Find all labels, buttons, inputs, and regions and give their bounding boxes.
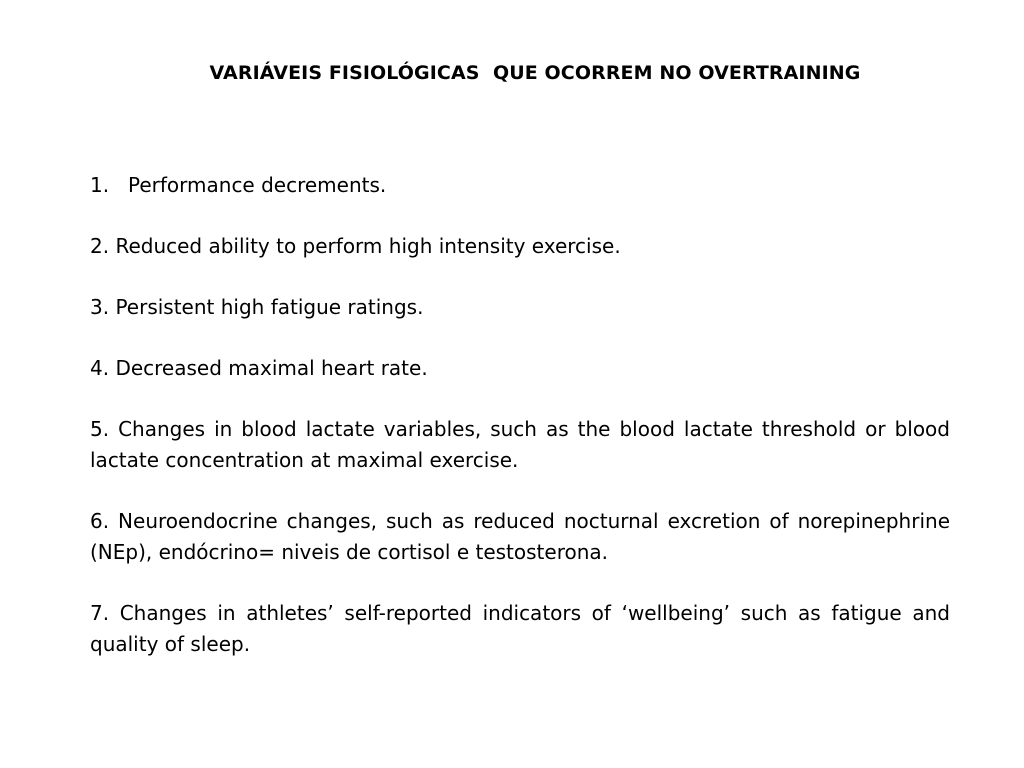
list-item <box>90 170 950 201</box>
list-item: 4. Decreased maximal heart rate. <box>90 356 428 380</box>
list-item-number: 1. <box>90 173 110 197</box>
list-item: 3. Persistent high fatigue ratings. <box>90 295 424 319</box>
list-item: 6. Neuroendocrine changes, such as reduced nocturnal excretion of norepinephrine (NEp), endócrino= niveis de cortisol e testosterona. <box>90 509 950 564</box>
variables-list <box>90 170 950 690</box>
list-item-text: Performance decrements. <box>128 173 387 197</box>
list-item: 7. Changes in athletes’ self-reported indicators of ‘wellbeing’ such as fatigue and quality of sleep. <box>90 601 950 656</box>
list-item: 2. Reduced ability to perform high intensity exercise. <box>90 234 621 258</box>
list-item: 5. Changes in blood lactate variables, such as the blood lactate threshold or blood lactate concentration at maximal exercise. <box>90 417 950 472</box>
slide-title: VARIÁVEIS FISIOLÓGICAS QUE OCORREM NO OVERTRAINING <box>209 62 861 84</box>
